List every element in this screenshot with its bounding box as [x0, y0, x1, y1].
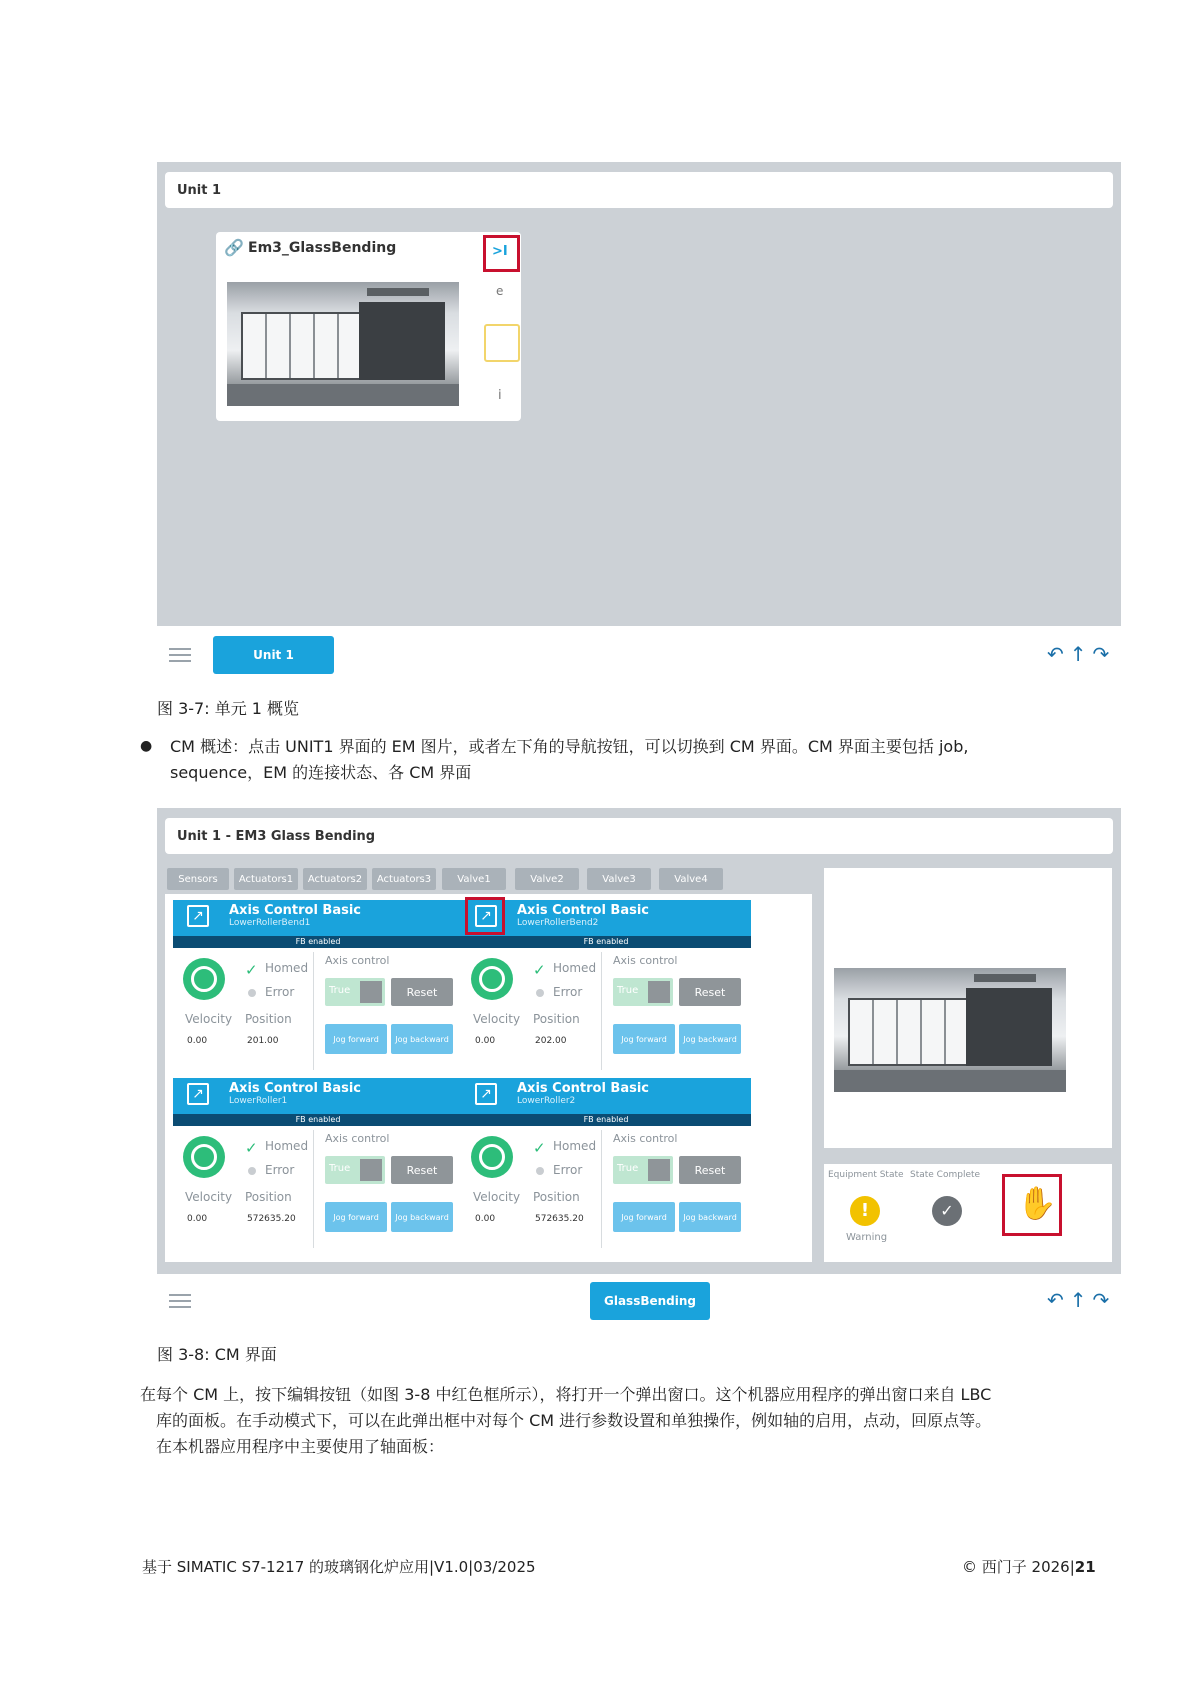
error-label: Error: [553, 1163, 583, 1177]
footer-copyright: © 西门子 2026|: [962, 1558, 1075, 1576]
velocity-label: Velocity: [185, 1190, 233, 1204]
cm-interface-figure: [157, 808, 1121, 1274]
homed-label: Homed: [265, 961, 309, 975]
cm-title: Axis Control Basic: [229, 1081, 362, 1096]
page-number: 21: [1074, 1558, 1096, 1576]
velocity-label: Velocity: [473, 1190, 521, 1204]
nav-arrows-icon[interactable]: ↶↑↷: [1047, 1288, 1116, 1312]
axis-control-label: Axis control: [325, 954, 390, 967]
cm-axis-control-4: [461, 1078, 751, 1256]
position-label: Position: [533, 1012, 580, 1026]
tab-valve2[interactable]: Valve2: [515, 868, 579, 890]
velocity-label: Velocity: [473, 1012, 521, 1026]
state-icon[interactable]: [484, 324, 520, 362]
cm-panel-area: [165, 894, 812, 1262]
axis-status-icon: [471, 1136, 513, 1178]
figure-3-8-caption: 图 3-8: CM 界面: [157, 1345, 277, 1364]
tab-valve4[interactable]: Valve4: [659, 868, 723, 890]
info-icon[interactable]: i: [498, 388, 502, 403]
cm-title: Axis Control Basic: [517, 1081, 650, 1096]
velocity-value: 0.00: [187, 1036, 208, 1046]
nav-arrows-icon[interactable]: ↶↑↷: [1047, 642, 1116, 666]
menu-icon[interactable]: [169, 1290, 191, 1312]
error-label: Error: [265, 1163, 295, 1177]
footer-left: 基于 SIMATIC S7-1217 的玻璃钢化炉应用|V1.0|03/2025: [142, 1558, 536, 1576]
reset-button[interactable]: Reset: [679, 1156, 741, 1184]
enable-toggle[interactable]: True: [325, 978, 385, 1006]
state-panel: [824, 1164, 1112, 1262]
velocity-value: 0.00: [475, 1214, 496, 1224]
paragraph-line-2: 库的面板。在手动模式下，可以在此弹出框中对每个 CM 进行参数设置和单独操作，例如轴的启用，点动，回原点等。: [156, 1411, 992, 1430]
menu-icon[interactable]: [169, 644, 191, 666]
fb-status: FB enabled: [461, 1114, 751, 1126]
cm-subtitle: LowerRoller1: [229, 1096, 288, 1106]
error-indicator-icon: [536, 989, 544, 997]
homed-label: Homed: [553, 961, 597, 975]
tab-valve3[interactable]: Valve3: [587, 868, 651, 890]
edit-button-highlight: [465, 897, 505, 935]
glassbending-nav-button[interactable]: GlassBending: [590, 1282, 710, 1320]
enable-toggle[interactable]: True: [613, 978, 673, 1006]
bullet-text: [170, 734, 1110, 786]
em-card-title: Em3_GlassBending: [248, 240, 397, 256]
position-label: Position: [245, 1012, 292, 1026]
velocity-value: 0.00: [475, 1036, 496, 1046]
edit-icon[interactable]: e: [496, 284, 504, 298]
cm-axis-control-2: [461, 900, 751, 1078]
cm-subtitle: LowerRoller2: [517, 1096, 576, 1106]
cm-title: Axis Control Basic: [517, 903, 650, 918]
paragraph-line-1: 在每个 CM 上，按下编辑按钮（如图 3-8 中红色框所示），将打开一个弹出窗口。这个机器应用程序的弹出窗口来自 LBC: [140, 1385, 992, 1404]
position-label: Position: [533, 1190, 580, 1204]
error-label: Error: [553, 985, 583, 999]
jog-backward-button[interactable]: Jog backward: [391, 1024, 453, 1054]
check-icon: ✓: [533, 961, 546, 979]
warning-icon: !: [850, 1196, 880, 1226]
figure-3-7-caption: 图 3-7: 单元 1 概览: [157, 699, 300, 718]
em-card[interactable]: [216, 232, 521, 421]
body-paragraph: [140, 1382, 1120, 1460]
jog-backward-button[interactable]: Jog backward: [679, 1024, 741, 1054]
velocity-value: 0.00: [187, 1214, 208, 1224]
position-value: 202.00: [535, 1036, 567, 1046]
state-complete-label: State Complete: [910, 1170, 981, 1180]
axis-control-label: Axis control: [613, 1132, 678, 1145]
tab-sensors[interactable]: Sensors: [167, 868, 229, 890]
check-icon: ✓: [533, 1139, 546, 1157]
homed-label: Homed: [265, 1139, 309, 1153]
fb-status: FB enabled: [461, 936, 751, 948]
reset-button[interactable]: Reset: [679, 978, 741, 1006]
axis-status-icon: [183, 958, 225, 1000]
tab-actuators2[interactable]: Actuators2: [303, 868, 367, 890]
unit-title: Unit 1: [177, 182, 222, 198]
fb-status: FB enabled: [173, 1114, 463, 1126]
axis-control-label: Axis control: [325, 1132, 390, 1145]
error-indicator-icon: [248, 1167, 256, 1175]
em-machine-image[interactable]: [834, 968, 1066, 1092]
position-value: 201.00: [247, 1036, 279, 1046]
em-title: Unit 1 - EM3 Glass Bending: [177, 828, 376, 844]
edit-popup-icon[interactable]: ↗: [475, 1083, 497, 1105]
tab-actuators3[interactable]: Actuators3: [372, 868, 436, 890]
fb-status: FB enabled: [173, 936, 463, 948]
bullet-line-2: sequence，EM 的连接状态、各 CM 界面: [170, 763, 472, 782]
paragraph-line-3: 在本机器应用程序中主要使用了轴面板：: [156, 1437, 445, 1456]
velocity-label: Velocity: [185, 1012, 233, 1026]
bottom-navbar-1: [157, 636, 1121, 676]
jog-forward-button[interactable]: Jog forward: [613, 1024, 675, 1054]
unit1-nav-button[interactable]: Unit 1: [213, 636, 334, 674]
hand-manual-mode-icon[interactable]: ✋: [1017, 1184, 1057, 1222]
jog-backward-button[interactable]: Jog backward: [679, 1202, 741, 1232]
homed-label: Homed: [553, 1139, 597, 1153]
edit-popup-icon[interactable]: ↗: [187, 1083, 209, 1105]
position-value: 572635.20: [535, 1214, 584, 1224]
link-icon: 🔗: [224, 238, 244, 257]
cm-title: Axis Control Basic: [229, 903, 362, 918]
position-label: Position: [245, 1190, 292, 1204]
unit-overview-figure: [157, 162, 1121, 626]
reset-button[interactable]: Reset: [391, 1156, 453, 1184]
tab-actuators1[interactable]: Actuators1: [234, 868, 298, 890]
cm-axis-control-1: [173, 900, 463, 1078]
jog-forward-button[interactable]: Jog forward: [325, 1202, 387, 1232]
position-value: 572635.20: [247, 1214, 296, 1224]
warning-label: Warning: [846, 1232, 888, 1243]
check-icon: ✓: [245, 961, 258, 979]
em-image-panel: [824, 868, 1112, 1148]
error-indicator-icon: [248, 989, 256, 997]
error-indicator-icon: [536, 1167, 544, 1175]
check-icon: ✓: [245, 1139, 258, 1157]
enable-toggle[interactable]: True: [325, 1156, 385, 1184]
jog-forward-button[interactable]: Jog forward: [325, 1024, 387, 1054]
enable-toggle[interactable]: True: [613, 1156, 673, 1184]
goto-cm-icon[interactable]: >I: [492, 244, 508, 259]
em-machine-image[interactable]: [227, 282, 459, 406]
cm-subtitle: LowerRollerBend2: [517, 918, 599, 928]
reset-button[interactable]: Reset: [391, 978, 453, 1006]
bullet-icon: ●: [140, 738, 153, 754]
axis-control-label: Axis control: [613, 954, 678, 967]
axis-status-icon: [183, 1136, 225, 1178]
cm-subtitle: LowerRollerBend1: [229, 918, 311, 928]
state-complete-check-icon: ✓: [932, 1196, 962, 1226]
equipment-state-label: Equipment State: [828, 1170, 904, 1180]
error-label: Error: [265, 985, 295, 999]
em-title-bar: [165, 818, 1113, 854]
jog-forward-button[interactable]: Jog forward: [613, 1202, 675, 1232]
edit-popup-icon[interactable]: ↗: [475, 905, 497, 927]
jog-backward-button[interactable]: Jog backward: [391, 1202, 453, 1232]
axis-status-icon: [471, 958, 513, 1000]
unit-title-bar: [165, 172, 1113, 208]
cm-axis-control-3: [173, 1078, 463, 1256]
tab-valve1[interactable]: Valve1: [442, 868, 506, 890]
bottom-navbar-2: [157, 1280, 1121, 1320]
edit-popup-icon[interactable]: ↗: [187, 905, 209, 927]
bullet-line-1: CM 概述：点击 UNIT1 界面的 EM 图片，或者左下角的导航按钮，可以切换到 CM 界面。CM 界面主要包括 job,: [170, 737, 969, 756]
footer-right: [962, 1556, 1096, 1577]
